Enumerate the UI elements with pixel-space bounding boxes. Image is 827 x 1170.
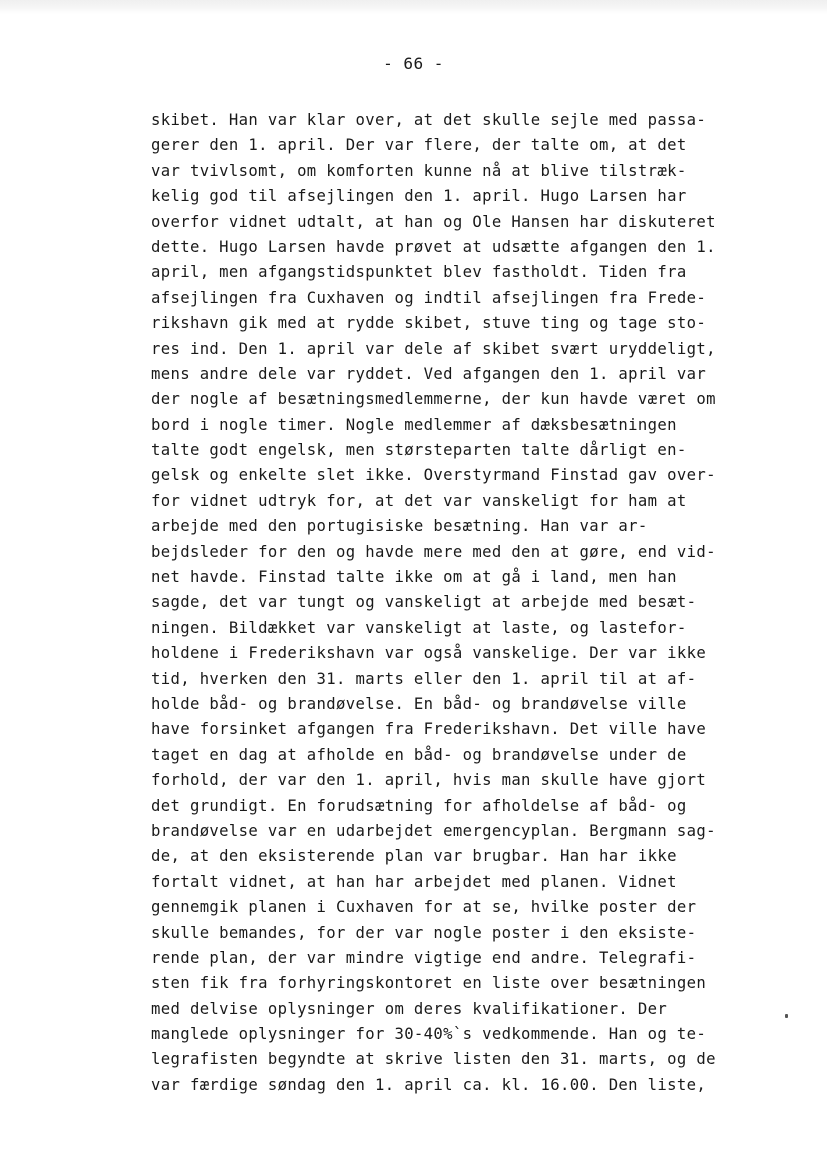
text-line: brandøvelse var en udarbejdet emergencyplan. Bergmann sag- [151, 821, 716, 840]
text-line: kelig god til afsejlingen den 1. april. Hugo Larsen har [151, 187, 687, 206]
text-line: overfor vidnet udtalt, at han og Ole Hansen har diskuteret [151, 212, 716, 231]
text-line: net havde. Finstad talte ikke om at gå i land, men han [151, 568, 677, 587]
text-line: de, at den eksisterende plan var brugbar. Han har ikke [151, 847, 677, 866]
text-line: dette. Hugo Larsen havde prøvet at udsætte afgangen den 1. [151, 237, 716, 256]
text-line: mens andre dele var ryddet. Ved afgangen den 1. april var [151, 364, 707, 383]
text-line: gelsk og enkelte slet ikke. Overstyrmand Finstad gav over- [151, 466, 716, 485]
text-line: april, men afgangstidspunktet blev fastholdt. Tiden fra [151, 263, 687, 282]
text-line: var tvivlsomt, om komforten kunne nå at blive tilstræk- [151, 161, 687, 180]
text-line: tid, hverken den 31. marts eller den 1. april til at af- [151, 669, 697, 688]
text-line: gerer den 1. april. Der var flere, der talte om, at det [151, 136, 687, 155]
text-line: sten fik fra forhyringskontoret en liste over besætningen [151, 974, 707, 993]
scan-top-edge [0, 0, 827, 14]
text-line: manglede oplysninger for 30-40%`s vedkommende. Han og te- [151, 1025, 707, 1044]
text-line: ningen. Bildækket var vanskeligt at laste, og lastefor- [151, 618, 687, 637]
text-line: sagde, det var tungt og vanskeligt at arbejde med besæt- [151, 593, 697, 612]
text-line: afsejlingen fra Cuxhaven og indtil afsejlingen fra Frede- [151, 288, 707, 307]
text-line: taget en dag at afholde en båd- og brandøvelse under de [151, 745, 687, 764]
text-line: holde båd- og brandøvelse. En båd- og brandøvelse ville [151, 694, 687, 713]
text-line: rende plan, der var mindre vigtige end andre. Telegrafi- [151, 948, 697, 967]
text-line: der nogle af besætningsmedlemmerne, der kun havde været om [151, 390, 716, 409]
text-line: have forsinket afgangen fra Frederikshavn. Det ville have [151, 720, 707, 739]
body-text [151, 108, 761, 1098]
text-line: forhold, der var den 1. april, hvis man skulle have gjort [151, 771, 707, 790]
text-line: bord i nogle timer. Nogle medlemmer af dæksbesætningen [151, 415, 677, 434]
text-line: skibet. Han var klar over, at det skulle sejle med passa- [151, 111, 707, 129]
text-line: fortalt vidnet, at han har arbejdet med planen. Vidnet [151, 872, 677, 891]
text-line: bejdsleder for den og havde mere med den at gøre, end vid- [151, 542, 716, 561]
text-line: rikshavn gik med at rydde skibet, stuve ting og tage sto- [151, 314, 707, 333]
scan-speck [785, 1014, 788, 1018]
text-line: arbejde med den portugisiske besætning. Han var ar- [151, 517, 648, 536]
text-line: var færdige søndag den 1. april ca. kl. 16.00. Den liste, [151, 1075, 707, 1094]
text-line: for vidnet udtryk for, at det var vanskeligt for ham at [151, 491, 687, 510]
text-line: res ind. Den 1. april var dele af skibet svært uryddeligt, [151, 339, 716, 358]
text-line: talte godt engelsk, men størsteparten talte dårligt en- [151, 441, 687, 460]
text-line: det grundigt. En forudsætning for afholdelse af båd- og [151, 796, 687, 815]
text-line: med delvise oplysninger om deres kvalifikationer. Der [151, 999, 668, 1018]
page-number: - 66 - [383, 54, 444, 73]
text-line: legrafisten begyndte at skrive listen den 31. marts, og de [151, 1050, 716, 1069]
text-line: holdene i Frederikshavn var også vanskelige. Der var ikke [151, 644, 707, 663]
text-line: gennemgik planen i Cuxhaven for at se, hvilke poster der [151, 898, 697, 917]
text-line: skulle bemandes, for der var nogle poster i den eksiste- [151, 923, 697, 942]
